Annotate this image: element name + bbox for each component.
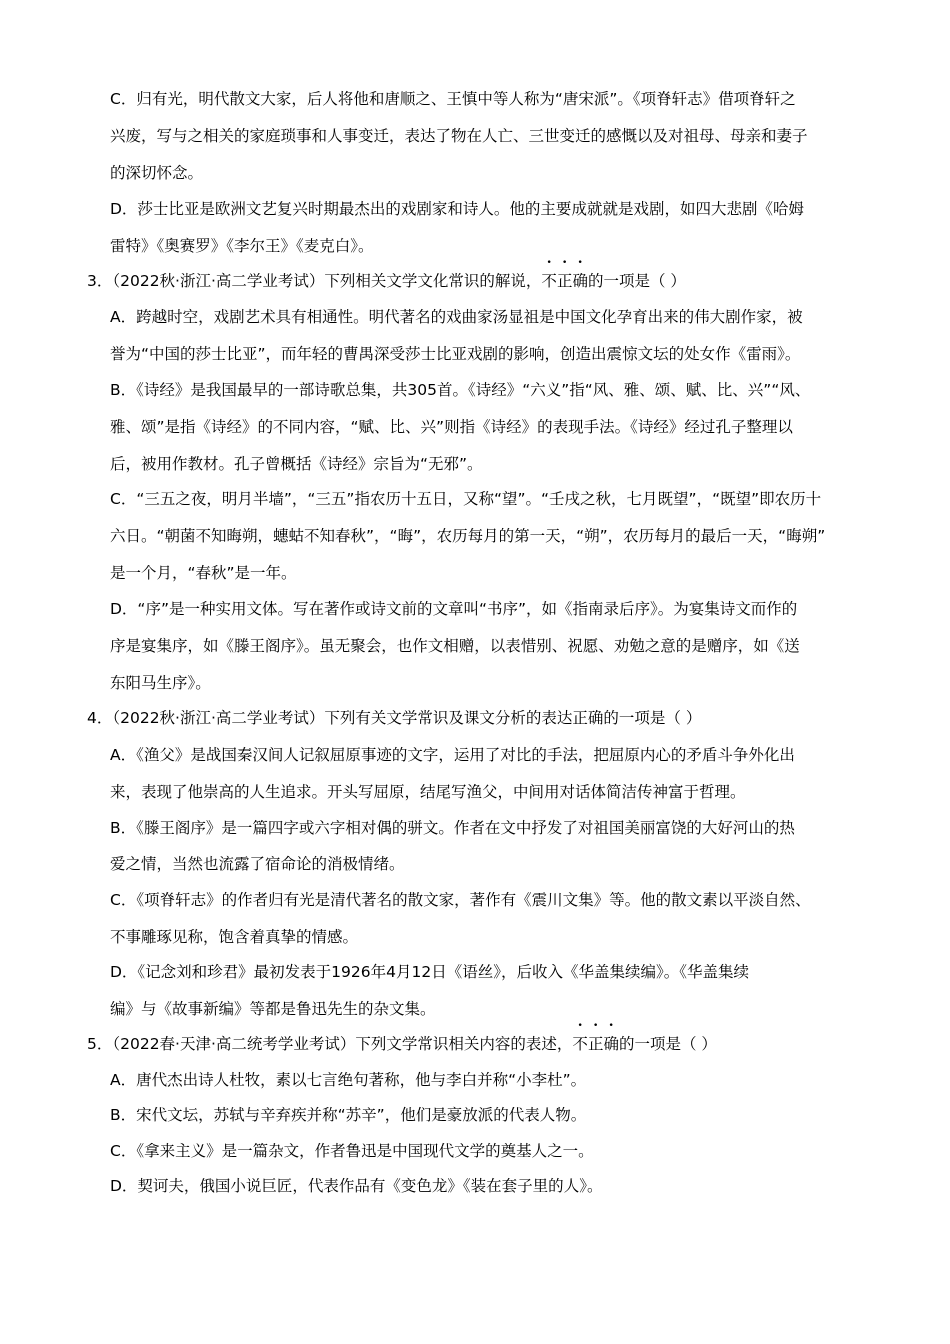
q3-emphasis-char-1: 不 xyxy=(541,272,557,290)
q3-emphasis-char-3: 确 xyxy=(572,272,588,290)
q4-option-a-line-1: A．《渔父》是战国秦汉间人记叙屈原事迹的文字，运用了对比的手法，把屈原内心的矛盾斗争外化出 xyxy=(110,746,795,764)
prev-option-c-line-2: 兴废，写与之相关的家庭琐事和人事变迁，表达了物在人亡、三世变迁的感慨以及对祖母、母亲和妻子 xyxy=(110,127,808,145)
q5-stem xyxy=(87,1034,717,1054)
q3-emphasis-char-2: 正 xyxy=(556,272,573,290)
prev-option-c-line-3: 的深切怀念。 xyxy=(110,164,204,182)
q3-option-b-line-2: 雅、颂”是指《诗经》的不同内容，“赋、比、兴”则指《诗经》的表现手法。《诗经》经过孔子整理以 xyxy=(110,418,793,436)
q4-option-b-line-1: B．《滕王阁序》是一篇四字或六字相对偶的骈文。作者在文中抒发了对祖国美丽富饶的大好河山的热 xyxy=(110,819,795,837)
q4-option-a-line-2: 来，表现了他崇高的人生追求。开头写屈原，结尾写渔父，中间用对话体简洁传神富于哲理。 xyxy=(110,783,746,801)
q4-option-b-line-2: 爱之情，当然也流露了宿命论的消极情绪。 xyxy=(110,855,405,873)
q5-emphasis-char-2: 正 xyxy=(587,1035,604,1053)
q3-option-d-line-3: 东阳马生序》。 xyxy=(110,674,211,692)
prev-option-c-line-1: C．归有光，明代散文大家，后人将他和唐顺之、王慎中等人称为“唐宋派”。《项脊轩志》借项脊轩之 xyxy=(110,90,796,108)
q4-stem: 4．（2022秋·浙江·高二学业考试）下列有关文学常识及课文分析的表达正确的一项是（ ） xyxy=(87,709,702,727)
q5-option-d: D．契诃夫，俄国小说巨匠，代表作品有《变色龙》《装在套子里的人》。 xyxy=(110,1177,603,1195)
q5-option-a: A．唐代杰出诗人杜牧，素以七言绝句著称，他与李白并称“小李杜”。 xyxy=(110,1071,587,1089)
q5-option-c: C．《拿来主义》是一篇杂文，作者鲁迅是中国现代文学的奠基人之一。 xyxy=(110,1142,594,1160)
q3-option-b-line-3: 后，被用作教材。孔子曾概括《诗经》宗旨为“无邪”。 xyxy=(110,455,483,473)
q4-option-d-line-2: 编》与《故事新编》等都是鲁迅先生的杂文集。 xyxy=(110,1000,436,1018)
q3-option-d-line-2: 序是宴集序，如《滕王阁序》。虽无聚会，也作文相赠，以表惜别、祝愿、劝勉之意的是赠序，如《送 xyxy=(110,637,800,655)
q3-option-c-line-2: 六日。“朝菌不知晦朔，蟪蛄不知春秋”，“晦”，农历每月的第一天，“朔”，农历每月的最后一天，“晦朔” xyxy=(110,527,826,545)
q3-option-a-line-1: A．跨越时空，戏剧艺术具有相通性。明代著名的戏曲家汤显祖是中国文化孕育出来的伟大剧作家，被 xyxy=(110,308,803,326)
q5-emphasis-char-1: 不 xyxy=(572,1035,588,1053)
q3-stem xyxy=(87,271,686,291)
q3-stem-suffix: 的一项是（ ） xyxy=(587,272,686,290)
q3-option-b-line-1: B．《诗经》是我国最早的一部诗歌总集，共305首。《诗经》“六义”指“风、雅、颂、赋、比、兴”“风、 xyxy=(110,381,811,399)
q3-stem-prefix: 3．（2022秋·浙江·高二学业考试）下列相关文学文化常识的解说， xyxy=(87,272,542,290)
q4-option-c-line-1: C．《项脊轩志》的作者归有光是清代著名的散文家，著作有《震川文集》等。他的散文素以平淡自然、 xyxy=(110,891,811,909)
prev-option-d-line-2: 雷特》《奥赛罗》《李尔王》《麦克白》。 xyxy=(110,237,374,255)
q3-option-c-line-1: C．“三五之夜，明月半墙”，“三五”指农历十五日，又称“望”。“壬戌之秋，七月既望”，“既望”即农历十 xyxy=(110,490,822,508)
prev-option-d-line-1: D．莎士比亚是欧洲文艺复兴时期最杰出的戏剧家和诗人。他的主要成就就是戏剧，如四大悲剧《哈姆 xyxy=(110,200,804,218)
q4-option-c-line-2: 不事雕琢见称，饱含着真挚的情感。 xyxy=(110,928,359,946)
q3-option-a-line-2: 誉为“中国的莎士比亚”，而年轻的曹禺深受莎士比亚戏剧的影响，创造出震惊文坛的处女作《雷雨》。 xyxy=(110,345,801,363)
q5-stem-prefix: 5．（2022春·天津·高二统考学业考试）下列文学常识相关内容的表述， xyxy=(87,1035,573,1053)
q5-option-b: B．宋代文坛，苏轼与辛弃疾并称“苏辛”，他们是豪放派的代表人物。 xyxy=(110,1106,587,1124)
q4-option-d-line-1: D．《记念刘和珍君》最初发表于1926年4月12日《语丝》，后收入《华盖集续编》。《华盖集续 xyxy=(110,963,749,981)
q3-option-c-line-3: 是一个月，“春秋”是一年。 xyxy=(110,564,297,582)
q5-emphasis-char-3: 确 xyxy=(603,1035,619,1053)
q3-option-d-line-1: D．“序”是一种实用文体。写在著作或诗文前的文章叫“书序”，如《指南录后序》。为宴集诗文而作的 xyxy=(110,600,798,618)
q5-stem-suffix: 的一项是（ ） xyxy=(618,1035,717,1053)
